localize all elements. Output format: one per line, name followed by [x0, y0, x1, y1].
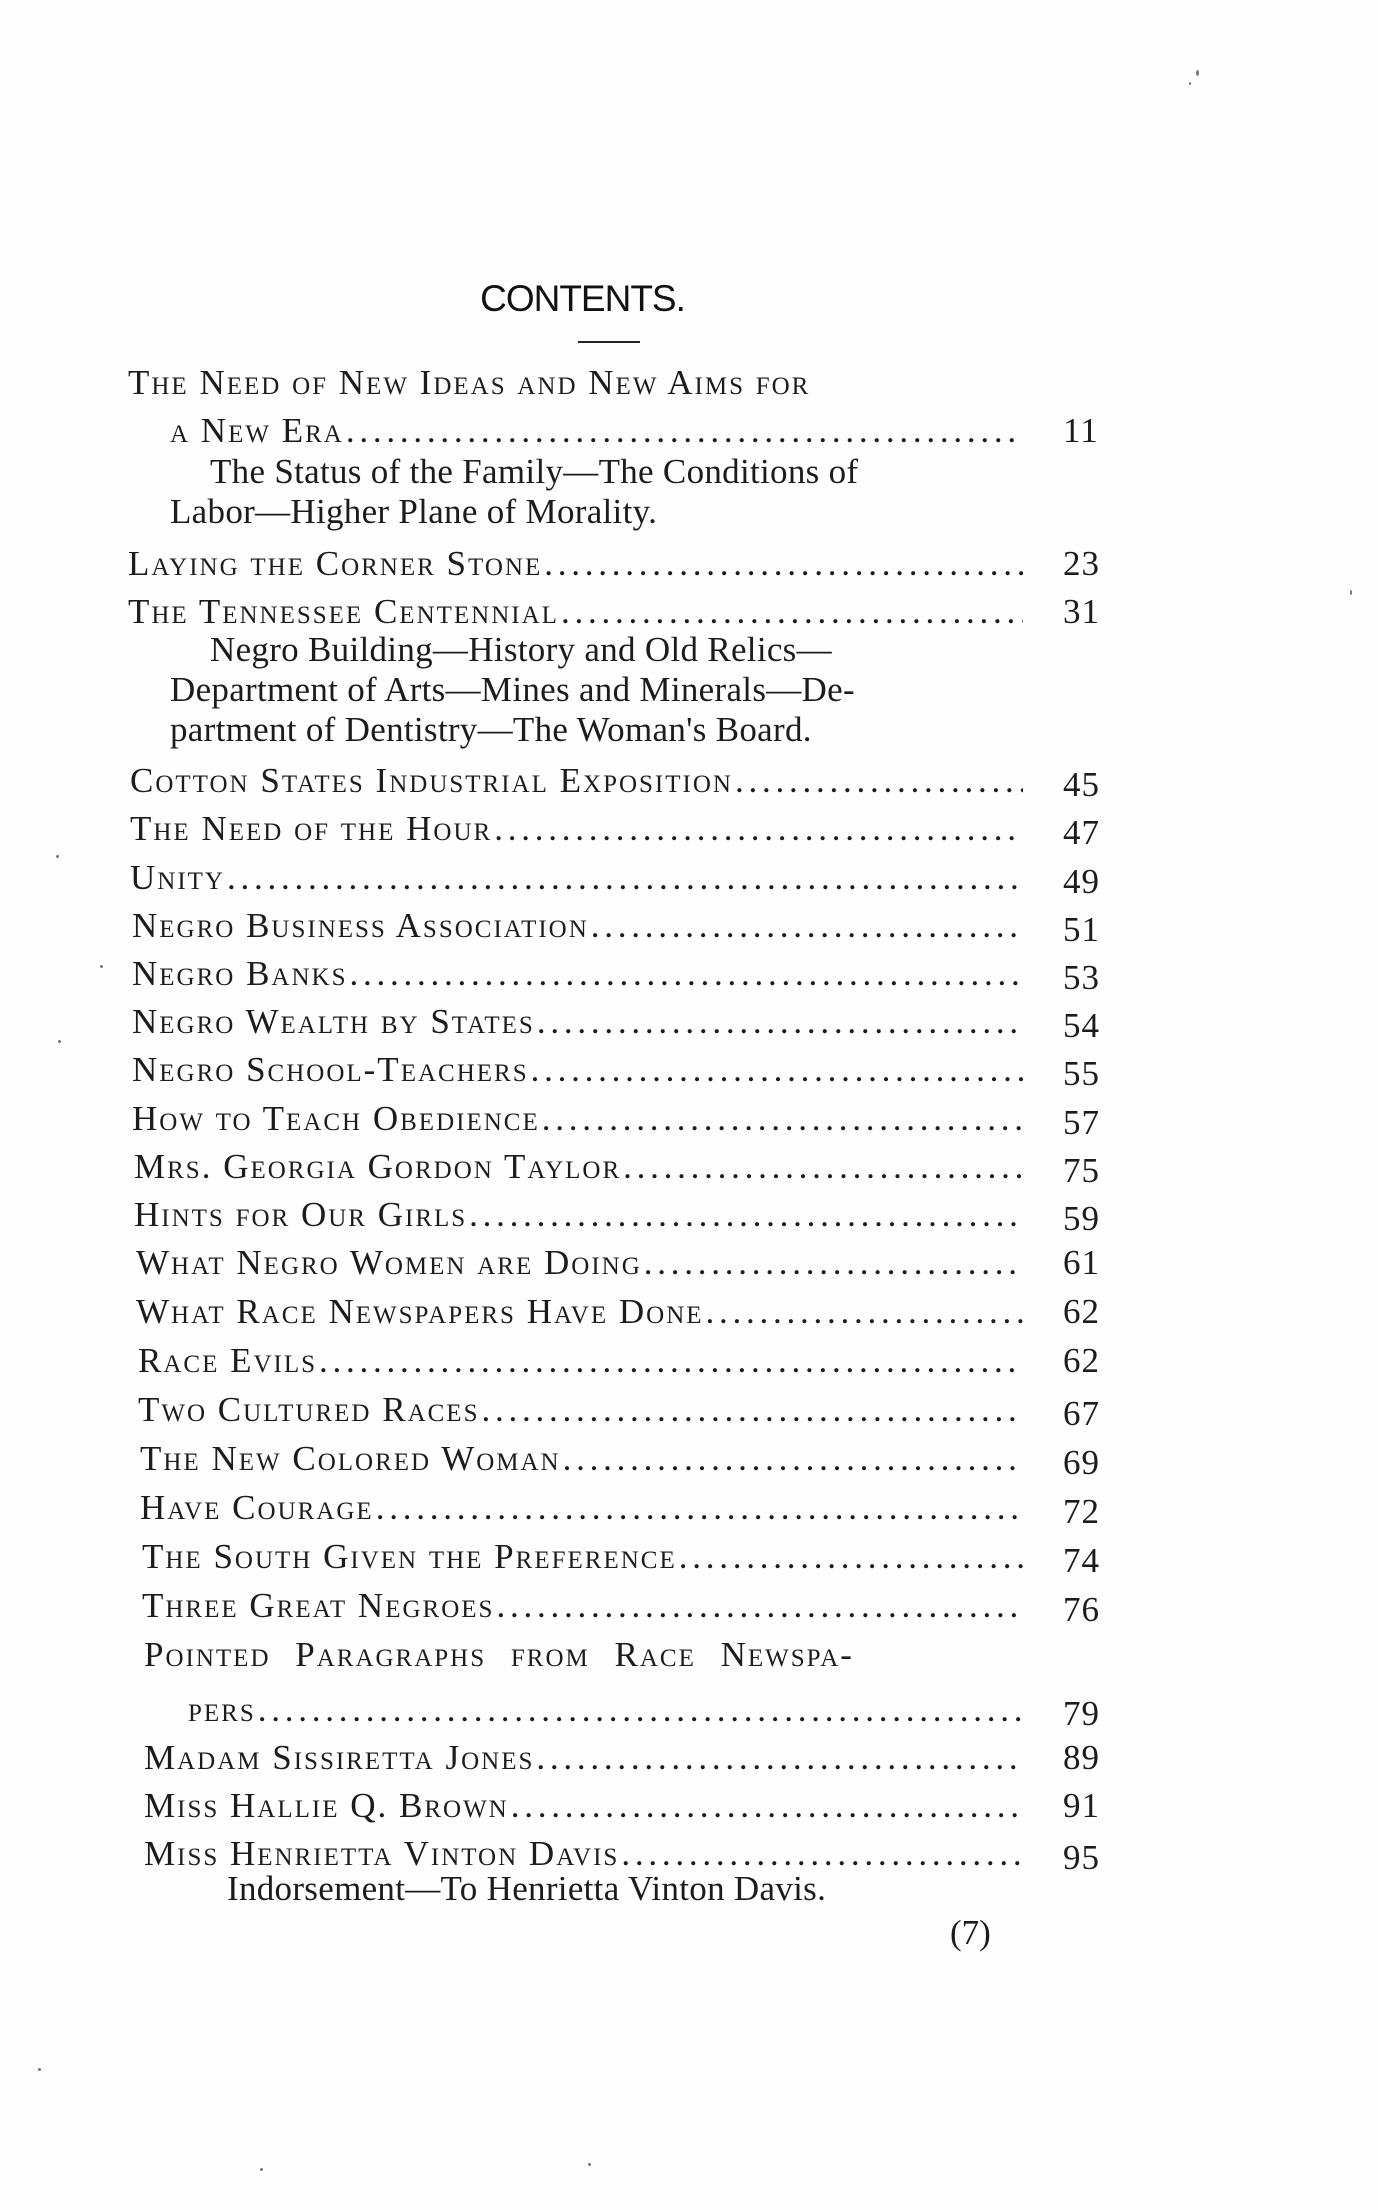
toc-page-number: 62	[1063, 1292, 1100, 1331]
dot-leader	[481, 1387, 1023, 1433]
toc-entry-title: Negro Business Association	[132, 906, 589, 945]
toc-entry-title: What Race Newspapers Have Done	[136, 1292, 704, 1331]
toc-page-number: 47	[1063, 813, 1100, 852]
toc-entry-title: Unity	[130, 858, 225, 897]
toc-entry	[140, 1436, 1023, 1482]
toc-page-number: 53	[1063, 958, 1100, 997]
scan-speck	[56, 855, 59, 858]
toc-entry-title: The Need of the Hour	[130, 809, 493, 848]
dot-leader	[469, 1192, 1023, 1238]
toc-entry	[138, 1387, 1023, 1433]
toc-entry	[132, 1096, 1023, 1142]
toc-entry	[144, 1735, 1023, 1781]
toc-entry	[140, 1485, 1023, 1531]
dot-leader	[706, 1289, 1023, 1335]
toc-entry	[142, 1534, 1023, 1580]
dot-leader	[563, 1436, 1023, 1482]
dot-leader	[537, 999, 1023, 1045]
toc-page-number: 54	[1063, 1006, 1100, 1045]
toc-entry-title: Negro School-Teachers	[132, 1050, 529, 1089]
toc-page-number: 67	[1063, 1394, 1100, 1433]
scan-speck	[1350, 590, 1352, 595]
dot-leader	[735, 758, 1023, 804]
toc-page-number: 95	[1063, 1838, 1100, 1877]
scan-speck	[1196, 70, 1199, 76]
toc-page-number: 59	[1063, 1199, 1100, 1238]
toc-page-number: 79	[1063, 1694, 1100, 1733]
entry-description: Negro Building—History and Old Relics—	[210, 630, 832, 669]
scan-speck	[38, 2068, 41, 2071]
toc-page-number: 75	[1063, 1151, 1100, 1190]
dot-leader	[511, 1783, 1023, 1829]
scan-speck	[260, 2168, 263, 2171]
scan-speck	[100, 965, 103, 968]
toc-entry-title: The South Given the Preference	[142, 1537, 677, 1576]
dot-leader	[258, 1687, 1023, 1733]
toc-entry-title: pers	[188, 1690, 256, 1729]
toc-entry	[132, 951, 1023, 997]
entry-description: Indorsement—To Henrietta Vinton Davis.	[227, 1869, 827, 1908]
toc-page-number: 51	[1063, 910, 1100, 949]
toc-entry	[144, 1632, 1044, 1678]
dot-leader	[679, 1534, 1023, 1580]
toc-entry	[144, 1783, 1023, 1829]
toc-entry	[128, 541, 1023, 587]
dot-leader	[531, 1047, 1023, 1093]
toc-entry	[136, 1289, 1023, 1335]
toc-entry-title: Pointed Paragraphs from Race Newspa-	[144, 1635, 854, 1674]
toc-entry	[128, 360, 1028, 406]
toc-entry	[128, 589, 1023, 635]
dot-leader	[591, 903, 1023, 949]
scan-speck	[1189, 82, 1191, 85]
page-title: CONTENTS.	[480, 278, 685, 319]
toc-entry-title: Hints for Our Girls	[134, 1195, 468, 1234]
toc-entry-title: Negro Wealth by States	[132, 1002, 535, 1041]
dot-leader	[494, 806, 1023, 852]
toc-page-number: 55	[1063, 1054, 1100, 1093]
dot-leader	[542, 1096, 1023, 1142]
dot-leader	[319, 1338, 1023, 1384]
toc-entry	[132, 903, 1023, 949]
toc-entry-title: What Negro Women are Doing	[136, 1243, 642, 1282]
toc-entry	[142, 1583, 1023, 1629]
toc-page-number: 72	[1063, 1492, 1100, 1531]
toc-page-number: 76	[1063, 1590, 1100, 1629]
dot-leader	[623, 1144, 1023, 1190]
toc-page-number: 69	[1063, 1443, 1100, 1482]
toc-entry-title: Race Evils	[138, 1341, 318, 1380]
dot-leader	[376, 1485, 1023, 1531]
toc-entry-title: Miss Henrietta Vinton Davis	[144, 1834, 620, 1873]
toc-page-number: 45	[1063, 765, 1100, 804]
toc-entry-title: Mrs. Georgia Gordon Taylor	[134, 1147, 622, 1186]
dot-leader	[536, 1735, 1023, 1781]
toc-page-number: 62	[1063, 1341, 1100, 1380]
dot-leader	[544, 541, 1023, 587]
dot-leader	[644, 1240, 1023, 1286]
entry-description: partment of Dentistry—The Woman's Board.	[170, 710, 812, 749]
toc-entry-title: Laying the Corner Stone	[128, 544, 543, 583]
page-number-folio: (7)	[950, 1913, 991, 1952]
toc-entry-title: Have Courage	[140, 1488, 374, 1527]
toc-page-number: 91	[1063, 1786, 1100, 1825]
toc-entry	[132, 999, 1023, 1045]
toc-entry-title: Three Great Negroes	[142, 1586, 495, 1625]
toc-page-number: 89	[1063, 1738, 1100, 1777]
toc-entry-title: Negro Banks	[132, 954, 348, 993]
toc-entry-title: a New Era	[170, 411, 344, 450]
toc-entry-title: The Tennessee Centennial	[128, 592, 559, 631]
toc-entry-title: How to Teach Obedience	[132, 1099, 540, 1138]
dot-leader	[227, 855, 1023, 901]
toc-page-number: 49	[1063, 862, 1100, 901]
scan-speck	[58, 1040, 61, 1043]
toc-entry-title: Cotton States Industrial Exposition	[130, 761, 733, 800]
toc-page-number: 61	[1063, 1243, 1100, 1282]
toc-page-number: 11	[1063, 411, 1099, 450]
entry-description: Labor—Higher Plane of Morality.	[170, 492, 658, 531]
toc-entry	[130, 758, 1023, 804]
entry-description: The Status of the Family—The Conditions of	[210, 452, 859, 491]
title-rule	[578, 341, 640, 343]
scan-speck	[588, 2163, 591, 2166]
toc-page-number: 74	[1063, 1541, 1100, 1580]
toc-page-number: 31	[1063, 592, 1100, 631]
toc-entry-title: The New Colored Woman	[140, 1439, 561, 1478]
toc-entry	[136, 1240, 1023, 1286]
toc-entry	[130, 855, 1023, 901]
toc-entry	[134, 1192, 1023, 1238]
dot-leader	[350, 951, 1024, 997]
toc-page-number: 57	[1063, 1103, 1100, 1142]
toc-entry-title: Two Cultured Races	[138, 1390, 480, 1429]
dot-leader	[496, 1583, 1023, 1629]
toc-entry	[130, 806, 1023, 852]
dot-leader	[346, 408, 1020, 454]
toc-entry	[188, 1687, 1023, 1733]
toc-page-number: 23	[1063, 544, 1100, 583]
entry-description: Department of Arts—Mines and Minerals—De-	[170, 670, 855, 709]
toc-entry	[170, 408, 1020, 454]
toc-entry-title: Miss Hallie Q. Brown	[144, 1786, 509, 1825]
toc-entry-title: The Need of New Ideas and New Aims for	[128, 363, 811, 402]
toc-entry	[138, 1338, 1023, 1384]
toc-entry	[132, 1047, 1023, 1093]
toc-entry-title: Madam Sissiretta Jones	[144, 1738, 535, 1777]
dot-leader	[561, 589, 1023, 635]
toc-entry	[134, 1144, 1023, 1190]
